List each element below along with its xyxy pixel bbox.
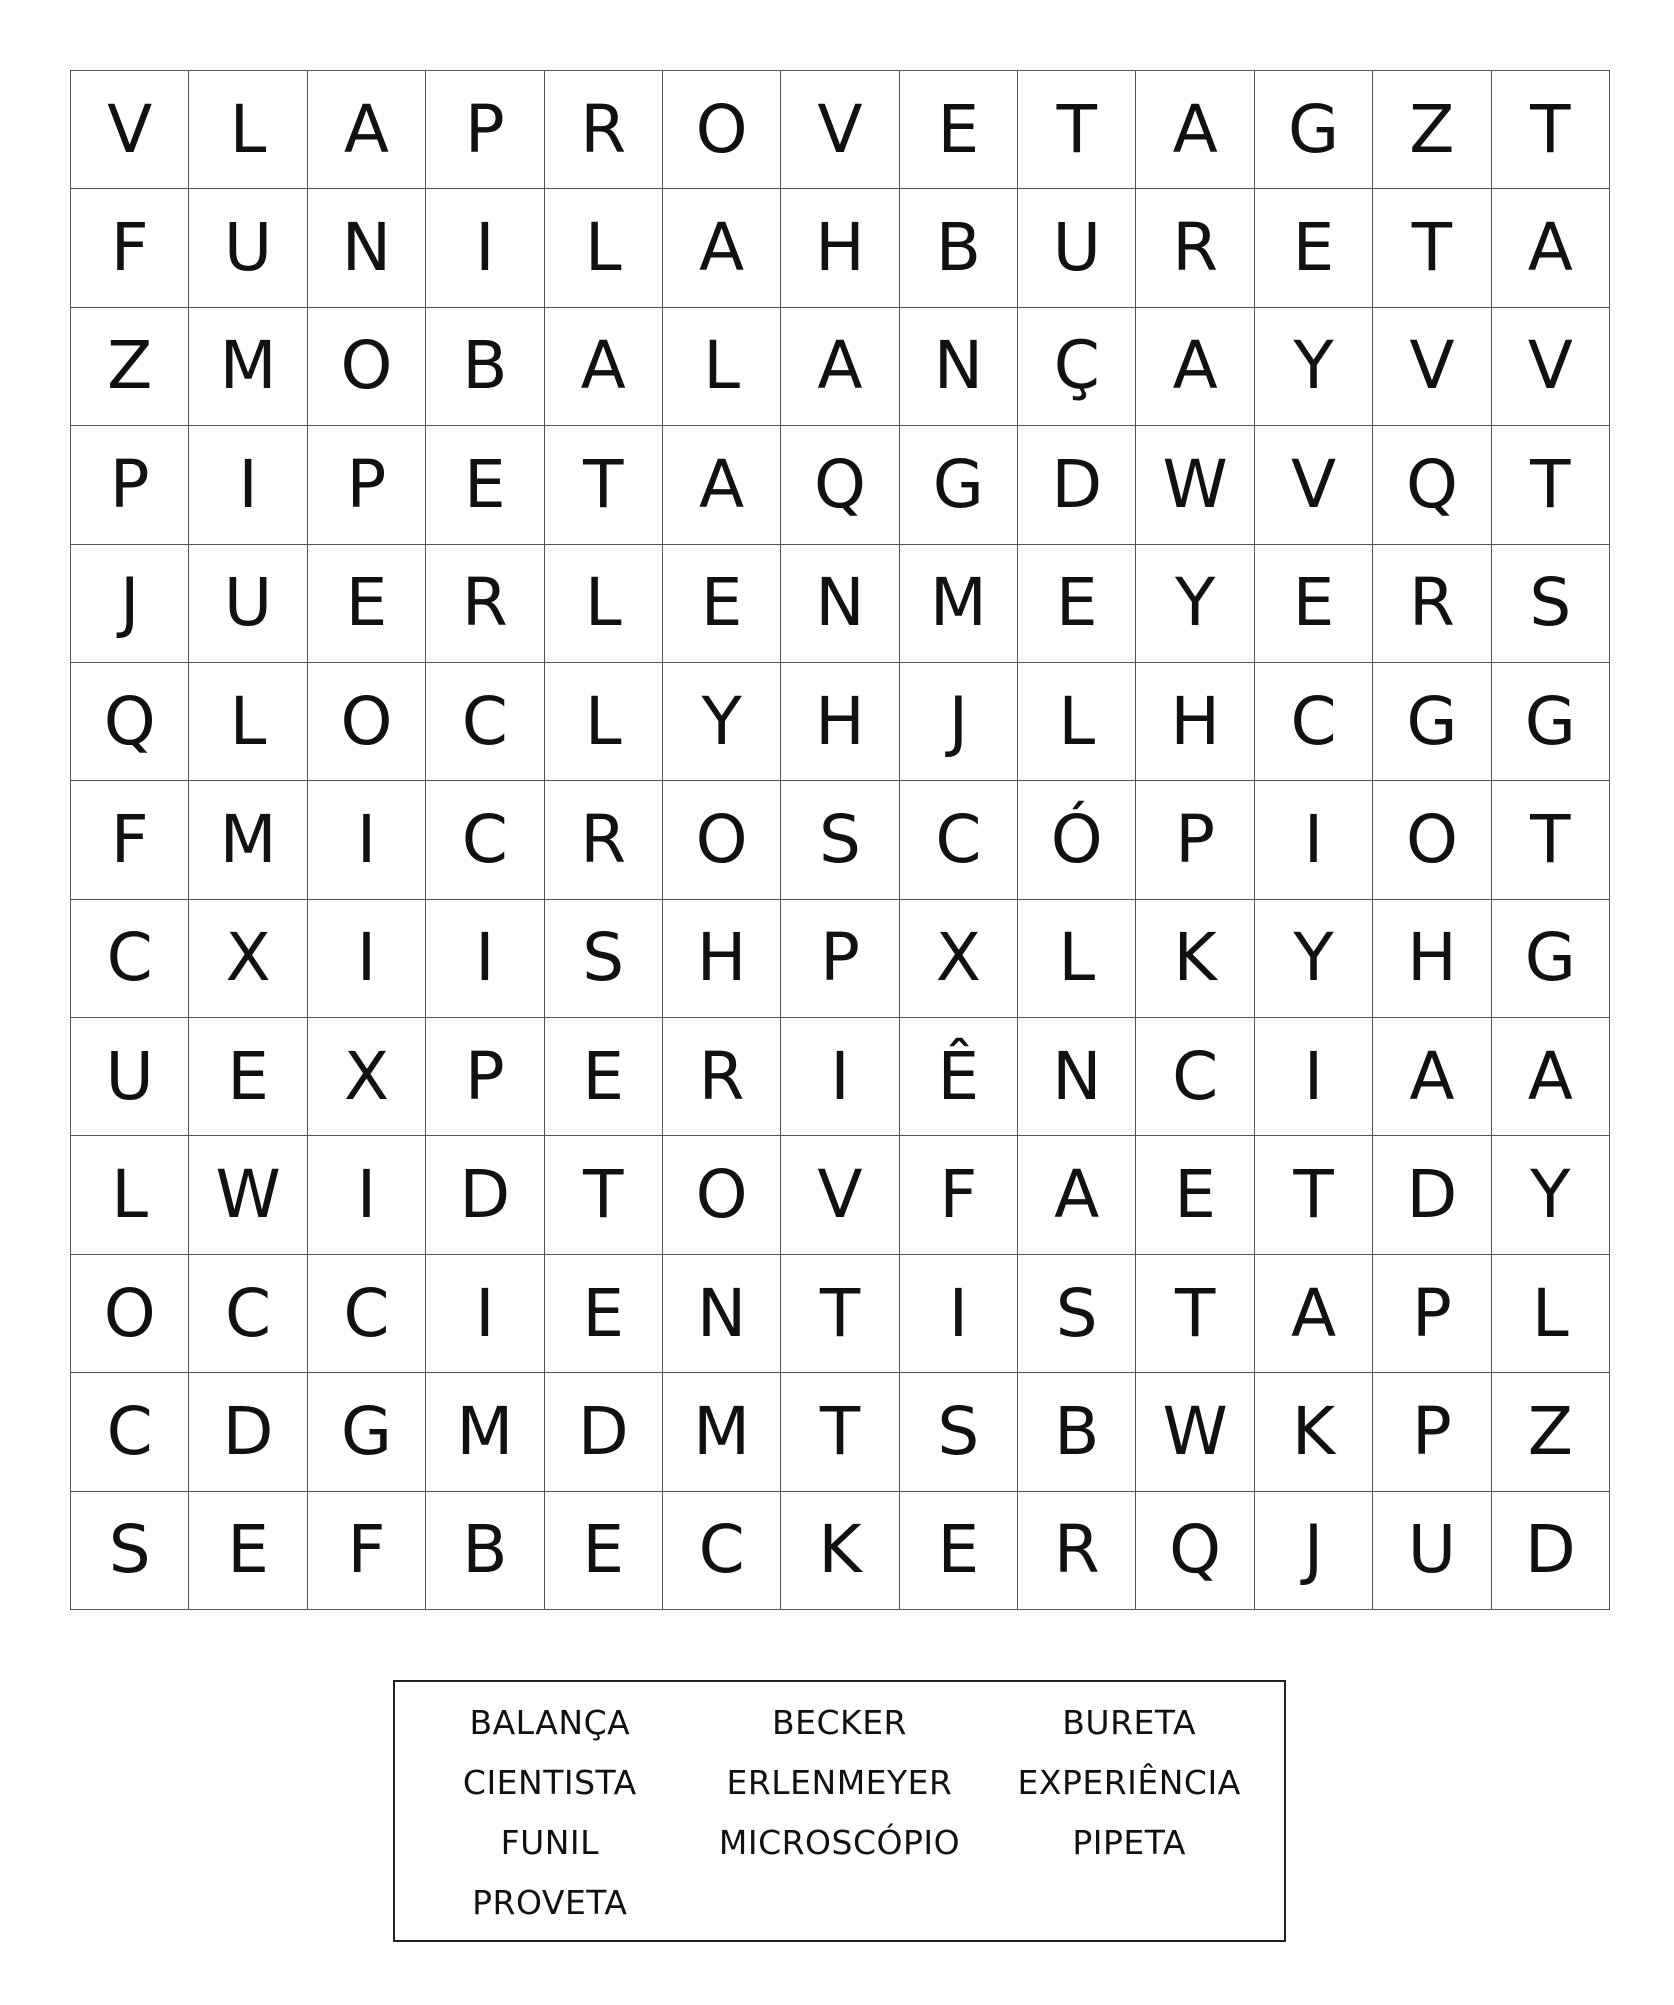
grid-cell[interactable]: S — [1018, 1255, 1136, 1373]
grid-cell[interactable]: X — [189, 900, 307, 1018]
grid-cell[interactable]: I — [308, 1136, 426, 1254]
grid-cell[interactable]: U — [189, 189, 307, 307]
word-list-item: CIENTISTA — [462, 1762, 637, 1802]
grid-cell[interactable]: J — [900, 663, 1018, 781]
grid-cell[interactable]: D — [1373, 1136, 1491, 1254]
word-list-item: ERLENMEYER — [726, 1762, 953, 1802]
grid-cell[interactable]: L — [189, 663, 307, 781]
grid-cell[interactable]: V — [1255, 426, 1373, 544]
grid-cell[interactable]: Z — [1373, 71, 1491, 189]
grid-cell[interactable]: E — [426, 426, 544, 544]
grid-cell[interactable]: O — [663, 71, 781, 189]
grid-cell[interactable]: R — [663, 1018, 781, 1136]
grid-cell[interactable]: L — [1492, 1255, 1610, 1373]
grid-cell[interactable]: C — [71, 1373, 189, 1491]
grid-cell[interactable]: U — [1373, 1492, 1491, 1610]
grid-cell[interactable]: E — [663, 545, 781, 663]
grid-cell[interactable]: F — [71, 781, 189, 899]
grid-cell[interactable]: Z — [1492, 1373, 1610, 1491]
grid-cell[interactable]: M — [900, 545, 1018, 663]
grid-cell[interactable]: C — [900, 781, 1018, 899]
grid-cell[interactable]: P — [1373, 1255, 1491, 1373]
word-list-item: BECKER — [772, 1702, 907, 1742]
grid-cell[interactable]: C — [308, 1255, 426, 1373]
grid-cell[interactable]: Ó — [1018, 781, 1136, 899]
grid-cell[interactable]: N — [900, 308, 1018, 426]
grid-cell[interactable]: A — [663, 426, 781, 544]
grid-cell[interactable]: I — [308, 900, 426, 1018]
grid-cell[interactable]: P — [71, 426, 189, 544]
grid-cell[interactable]: I — [189, 426, 307, 544]
grid-cell[interactable]: W — [1136, 426, 1254, 544]
grid-cell[interactable]: D — [426, 1136, 544, 1254]
grid-cell[interactable]: A — [663, 189, 781, 307]
grid-cell[interactable]: R — [545, 781, 663, 899]
grid-cell[interactable]: I — [1255, 781, 1373, 899]
word-list — [393, 1680, 1286, 1942]
grid-cell[interactable]: T — [1136, 1255, 1254, 1373]
grid-cell[interactable]: P — [1136, 781, 1254, 899]
grid-cell[interactable]: E — [900, 1492, 1018, 1610]
grid-cell[interactable]: H — [663, 900, 781, 1018]
grid-cell[interactable]: G — [1373, 663, 1491, 781]
grid-cell[interactable]: E — [189, 1492, 307, 1610]
grid-cell[interactable]: F — [308, 1492, 426, 1610]
grid-cell[interactable]: C — [426, 781, 544, 899]
grid-cell[interactable]: T — [1492, 426, 1610, 544]
word-list-item: FUNIL — [500, 1822, 600, 1862]
grid-cell[interactable]: C — [426, 663, 544, 781]
grid-cell[interactable]: K — [781, 1492, 899, 1610]
word-list-item: EXPERIÊNCIA — [1017, 1762, 1241, 1802]
grid-cell[interactable]: C — [71, 900, 189, 1018]
grid-cell[interactable]: D — [1018, 426, 1136, 544]
grid-cell[interactable]: I — [900, 1255, 1018, 1373]
grid-cell[interactable]: N — [781, 545, 899, 663]
grid-cell[interactable]: C — [663, 1492, 781, 1610]
grid-cell[interactable]: W — [1136, 1373, 1254, 1491]
grid-cell[interactable]: M — [189, 308, 307, 426]
grid-cell[interactable]: B — [426, 308, 544, 426]
grid-cell[interactable]: O — [663, 781, 781, 899]
grid-cell[interactable]: L — [1018, 900, 1136, 1018]
grid-cell[interactable]: Q — [1136, 1492, 1254, 1610]
grid-cell[interactable]: A — [1373, 1018, 1491, 1136]
grid-cell[interactable]: U — [1018, 189, 1136, 307]
grid-cell[interactable]: D — [1492, 1492, 1610, 1610]
grid-cell[interactable]: A — [308, 71, 426, 189]
grid-cell[interactable]: R — [545, 71, 663, 189]
grid-cell[interactable]: S — [545, 900, 663, 1018]
grid-cell[interactable]: E — [545, 1018, 663, 1136]
grid-cell[interactable]: G — [308, 1373, 426, 1491]
grid-cell[interactable]: B — [426, 1492, 544, 1610]
word-list-item: BALANÇA — [469, 1702, 631, 1742]
grid-cell[interactable]: K — [1255, 1373, 1373, 1491]
grid-cell[interactable]: I — [426, 189, 544, 307]
grid-cell[interactable]: W — [189, 1136, 307, 1254]
grid-cell[interactable]: S — [1492, 545, 1610, 663]
word-list-item: BURETA — [1062, 1702, 1197, 1742]
grid-cell[interactable]: C — [1136, 1018, 1254, 1136]
grid-cell[interactable]: U — [71, 1018, 189, 1136]
grid-cell[interactable]: S — [71, 1492, 189, 1610]
grid-cell[interactable]: T — [1492, 781, 1610, 899]
grid-cell[interactable]: Q — [71, 663, 189, 781]
grid-cell[interactable]: T — [545, 426, 663, 544]
grid-cell[interactable]: Ê — [900, 1018, 1018, 1136]
grid-cell[interactable]: L — [1018, 663, 1136, 781]
grid-cell[interactable]: L — [545, 545, 663, 663]
grid-cell[interactable]: X — [900, 900, 1018, 1018]
grid-cell[interactable]: L — [189, 71, 307, 189]
grid-cell[interactable]: V — [781, 1136, 899, 1254]
grid-cell[interactable]: Z — [71, 308, 189, 426]
grid-cell[interactable]: L — [663, 308, 781, 426]
grid-cell[interactable]: O — [308, 663, 426, 781]
grid-cell[interactable]: H — [781, 189, 899, 307]
grid-cell[interactable]: I — [426, 1255, 544, 1373]
grid-cell[interactable]: Y — [663, 663, 781, 781]
word-list-item: PIPETA — [1072, 1822, 1186, 1862]
grid-cell[interactable]: T — [1255, 1136, 1373, 1254]
grid-cell[interactable]: P — [1373, 1373, 1491, 1491]
grid-cell[interactable]: H — [781, 663, 899, 781]
grid-cell[interactable]: Q — [781, 426, 899, 544]
grid-cell[interactable]: S — [781, 781, 899, 899]
grid-cell[interactable]: E — [1255, 545, 1373, 663]
grid-cell[interactable]: E — [1255, 189, 1373, 307]
grid-cell[interactable]: T — [1373, 189, 1491, 307]
grid-cell[interactable]: I — [308, 781, 426, 899]
grid-cell[interactable]: M — [663, 1373, 781, 1491]
grid-cell[interactable]: J — [1255, 1492, 1373, 1610]
grid-cell[interactable]: D — [545, 1373, 663, 1491]
grid-cell[interactable]: T — [781, 1255, 899, 1373]
grid-cell[interactable]: E — [189, 1018, 307, 1136]
grid-cell[interactable]: L — [545, 663, 663, 781]
grid-cell[interactable]: H — [1136, 663, 1254, 781]
grid-cell[interactable]: T — [1018, 71, 1136, 189]
grid-cell[interactable]: A — [1018, 1136, 1136, 1254]
grid-cell[interactable]: I — [781, 1018, 899, 1136]
grid-cell[interactable]: M — [426, 1373, 544, 1491]
grid-cell[interactable]: Ç — [1018, 308, 1136, 426]
grid-cell[interactable]: Y — [1136, 545, 1254, 663]
grid-cell[interactable]: K — [1136, 900, 1254, 1018]
grid-cell[interactable]: D — [189, 1373, 307, 1491]
grid-cell[interactable]: I — [426, 900, 544, 1018]
grid-cell[interactable]: T — [545, 1136, 663, 1254]
grid-cell[interactable]: G — [1492, 663, 1610, 781]
grid-cell[interactable]: A — [781, 308, 899, 426]
grid-cell[interactable]: A — [1492, 1018, 1610, 1136]
grid-cell[interactable]: B — [900, 189, 1018, 307]
grid-cell[interactable]: O — [1373, 781, 1491, 899]
grid-cell[interactable]: S — [900, 1373, 1018, 1491]
grid-cell[interactable]: E — [1136, 1136, 1254, 1254]
grid-cell[interactable]: V — [781, 71, 899, 189]
grid-cell[interactable]: O — [71, 1255, 189, 1373]
grid-cell[interactable]: Y — [1255, 308, 1373, 426]
grid-cell[interactable]: N — [663, 1255, 781, 1373]
grid-cell[interactable]: E — [545, 1255, 663, 1373]
grid-cell[interactable]: Y — [1492, 1136, 1610, 1254]
grid-cell[interactable]: X — [308, 1018, 426, 1136]
grid-cell[interactable]: P — [426, 1018, 544, 1136]
grid-cell[interactable]: M — [189, 781, 307, 899]
grid-cell[interactable]: P — [781, 900, 899, 1018]
grid-cell[interactable]: T — [781, 1373, 899, 1491]
grid-cell[interactable]: O — [308, 308, 426, 426]
grid-cell[interactable]: O — [663, 1136, 781, 1254]
grid-cell[interactable]: N — [308, 189, 426, 307]
grid-cell[interactable]: B — [1018, 1373, 1136, 1491]
grid-cell[interactable]: V — [1373, 308, 1491, 426]
word-search-grid — [70, 70, 1610, 1610]
grid-cell[interactable]: F — [71, 189, 189, 307]
grid-cell[interactable]: A — [545, 308, 663, 426]
grid-cell[interactable]: Y — [1255, 900, 1373, 1018]
grid-cell[interactable]: Q — [1373, 426, 1491, 544]
grid-cell[interactable]: R — [426, 545, 544, 663]
grid-cell[interactable]: N — [1018, 1018, 1136, 1136]
grid-cell[interactable]: A — [1492, 189, 1610, 307]
grid-cell[interactable]: E — [545, 1492, 663, 1610]
grid-cell[interactable]: V — [71, 71, 189, 189]
grid-cell[interactable]: A — [1136, 71, 1254, 189]
grid-cell[interactable]: J — [71, 545, 189, 663]
grid-cell[interactable]: G — [1255, 71, 1373, 189]
grid-cell[interactable]: L — [71, 1136, 189, 1254]
grid-cell[interactable]: A — [1136, 308, 1254, 426]
grid-cell[interactable]: E — [900, 71, 1018, 189]
grid-cell[interactable]: H — [1373, 900, 1491, 1018]
word-list-item: MICROSCÓPIO — [718, 1822, 961, 1862]
grid-cell[interactable]: G — [900, 426, 1018, 544]
word-list-item: PROVETA — [472, 1882, 628, 1922]
grid-cell[interactable]: R — [1136, 189, 1254, 307]
grid-cell[interactable]: E — [1018, 545, 1136, 663]
grid-cell[interactable]: A — [1255, 1255, 1373, 1373]
grid-cell[interactable]: C — [189, 1255, 307, 1373]
grid-cell[interactable]: E — [308, 545, 426, 663]
grid-cell[interactable]: C — [1255, 663, 1373, 781]
grid-cell[interactable]: L — [545, 189, 663, 307]
grid-cell[interactable]: V — [1492, 308, 1610, 426]
grid-cell[interactable]: G — [1492, 900, 1610, 1018]
grid-cell[interactable]: P — [308, 426, 426, 544]
grid-cell[interactable]: R — [1373, 545, 1491, 663]
grid-cell[interactable]: R — [1018, 1492, 1136, 1610]
grid-cell[interactable]: U — [189, 545, 307, 663]
grid-cell[interactable]: P — [426, 71, 544, 189]
grid-cell[interactable]: F — [900, 1136, 1018, 1254]
grid-cell[interactable]: T — [1492, 71, 1610, 189]
grid-cell[interactable]: I — [1255, 1018, 1373, 1136]
